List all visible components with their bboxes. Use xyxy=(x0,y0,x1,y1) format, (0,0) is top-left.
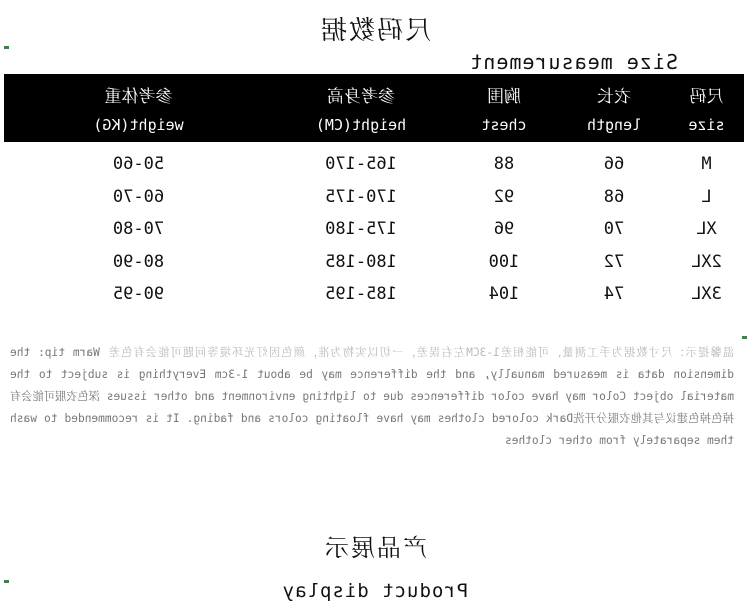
col-weight-cn: 参考体重 xyxy=(104,87,173,108)
warm-tip xyxy=(0,342,750,452)
cell-height: 175-180 xyxy=(325,219,397,240)
table-body xyxy=(4,142,744,311)
cell-weight: 80-90 xyxy=(112,251,165,272)
cell-chest: 100 xyxy=(488,251,520,272)
cell-weight: 50-60 xyxy=(112,154,165,175)
page-subtitle: Size measurement xyxy=(469,50,678,74)
warm-tip-en: Warm tip: the dimension data is measured manually, and the difference may be about 1-3cm Everything is subject to the material object Color may have color differences due to lighting environment and other issues 深色衣服可能会有掉色掉色建议与其他衣服分开洗Dark colored clothes may have floating colors and fading. It is recommended to wash them separately from other clothes xyxy=(10,346,734,447)
col-height-cn: 参考身高 xyxy=(327,87,395,108)
section-title: 产品展示 xyxy=(323,534,427,562)
cell-length: 72 xyxy=(603,251,625,272)
col-size-en: size xyxy=(688,115,725,134)
cell-size: M xyxy=(701,154,712,175)
cell-size: 3XL xyxy=(691,284,722,305)
corner-mark-icon xyxy=(4,580,9,583)
table-row xyxy=(4,278,744,311)
col-size-cn: 尺码 xyxy=(689,87,724,108)
cell-chest: 96 xyxy=(493,219,515,240)
section-subtitle: Product display xyxy=(281,580,469,602)
cell-weight: 60-70 xyxy=(112,186,165,207)
col-length-cn: 衣长 xyxy=(597,87,631,108)
cell-weight: 90-95 xyxy=(112,284,165,305)
page-title: 尺码数据 xyxy=(319,16,432,46)
header-row-en xyxy=(4,116,744,134)
table-row xyxy=(4,246,744,279)
size-table xyxy=(4,74,744,311)
cell-size: 2XL xyxy=(691,251,722,272)
cell-size: L xyxy=(701,186,712,207)
warm-tip-cn: 温馨提示：尺寸数据为手工测量，可能相差1-3CM左右误差，一切以实物为准，颜色因灯光环境等问题可能会有色差 xyxy=(107,346,734,359)
corner-mark-icon xyxy=(4,46,9,49)
header-row-cn xyxy=(4,82,744,107)
corner-mark-icon xyxy=(742,336,747,339)
col-weight-en: weight(KG) xyxy=(93,115,184,134)
table-header xyxy=(4,74,744,142)
cell-chest: 88 xyxy=(493,154,515,175)
cell-height: 180-185 xyxy=(325,251,397,272)
col-height-en: height(CM) xyxy=(315,115,407,134)
cell-length: 66 xyxy=(603,154,625,175)
cell-size: XL xyxy=(696,219,717,240)
cell-weight: 70-80 xyxy=(112,219,165,240)
col-chest-cn: 胸围 xyxy=(487,87,521,108)
table-row xyxy=(4,148,744,181)
col-length-en: length xyxy=(586,115,642,134)
table-row xyxy=(4,213,744,246)
cell-length: 74 xyxy=(603,284,625,305)
cell-chest: 92 xyxy=(493,186,515,207)
table-row xyxy=(4,181,744,214)
cell-length: 70 xyxy=(603,219,625,240)
col-chest-en: chest xyxy=(481,115,527,134)
cell-height: 170-175 xyxy=(325,186,397,207)
cell-height: 185-195 xyxy=(325,284,397,305)
cell-height: 165-170 xyxy=(325,154,397,175)
cell-length: 68 xyxy=(603,186,625,207)
cell-chest: 104 xyxy=(488,284,520,305)
